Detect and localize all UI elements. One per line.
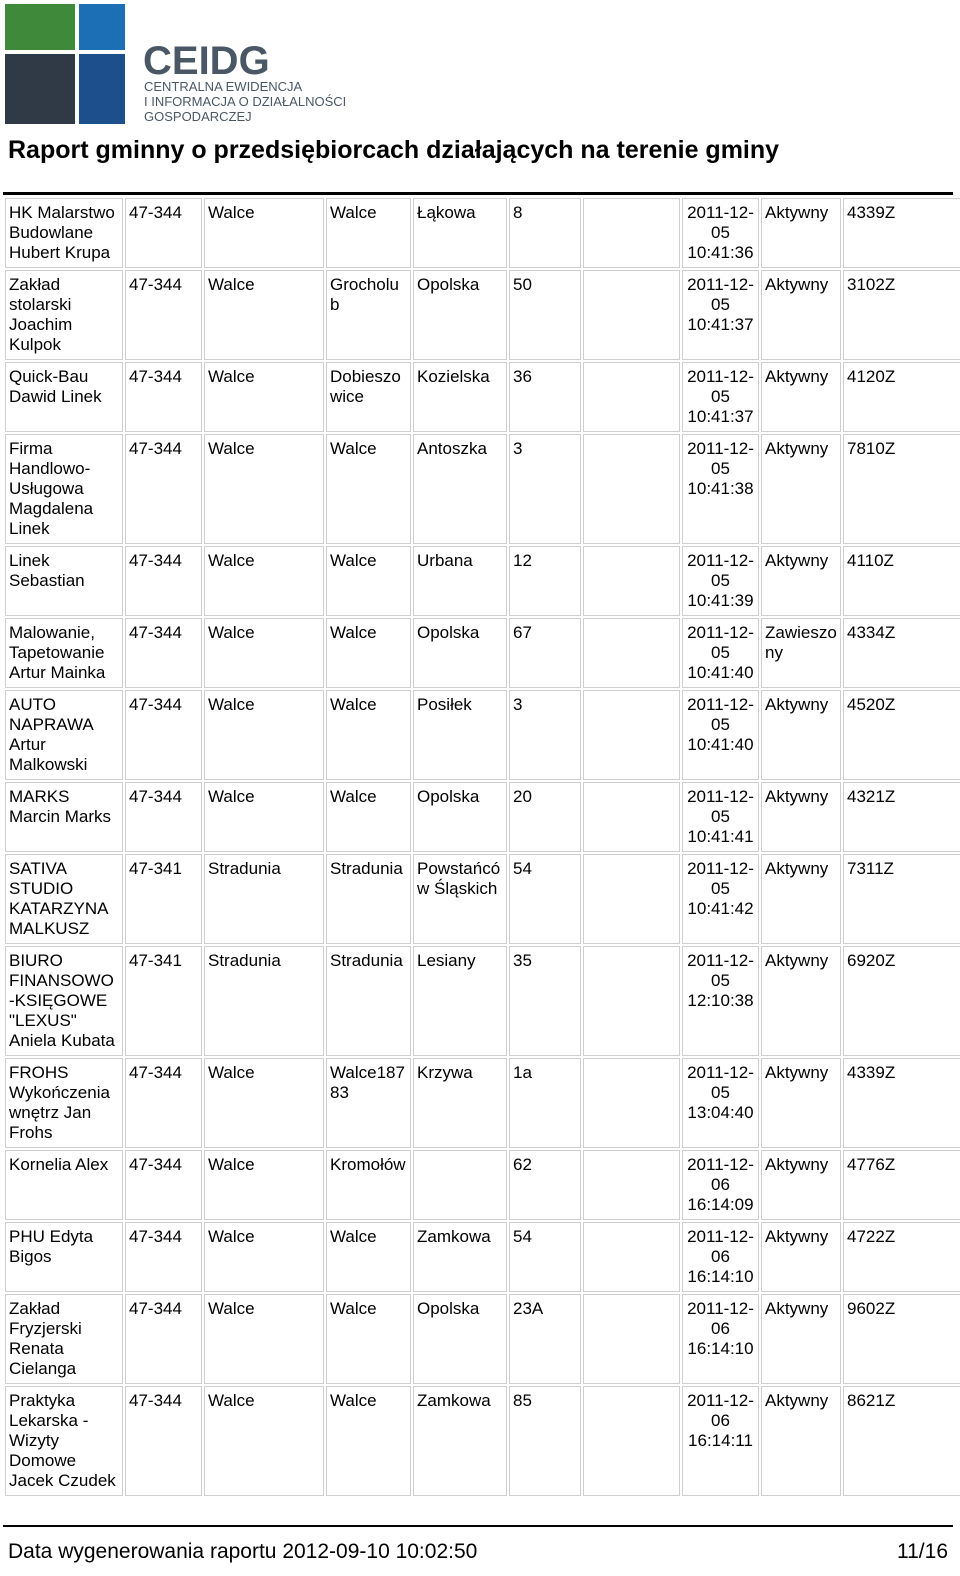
cell-street: Łąkowa: [413, 198, 507, 268]
cell-date: 2011-12-05 10:41:38: [682, 434, 759, 544]
brand-name: CEIDG: [143, 39, 270, 83]
cell-nr: 54: [509, 854, 581, 944]
table-row: [5, 946, 960, 1056]
cell-nr: 3: [509, 434, 581, 544]
cell-name: Kornelia Alex: [5, 1150, 123, 1220]
cell-loc: Walce18783: [326, 1058, 411, 1148]
cell-nr: 12: [509, 546, 581, 616]
cell-blank: [583, 546, 680, 616]
cell-zip: 47-344: [125, 1058, 202, 1148]
cell-name: BIURO FINANSOWO-KSIĘGOWE "LEXUS" Aniela Kubata: [5, 946, 123, 1056]
cell-status: Aktywny: [761, 198, 841, 268]
cell-name: Firma Handlowo-Usługowa Magdalena Linek: [5, 434, 123, 544]
cell-nr: 35: [509, 946, 581, 1056]
cell-date: 2011-12-05 10:41:37: [682, 362, 759, 432]
table-row: [5, 1386, 960, 1496]
cell-street: Powstańców Śląskich: [413, 854, 507, 944]
table-row: [5, 1150, 960, 1220]
cell-loc: Walce: [326, 782, 411, 852]
cell-zip: 47-344: [125, 1150, 202, 1220]
cell-date: 2011-12-05 12:10:38: [682, 946, 759, 1056]
cell-street: [413, 1150, 507, 1220]
cell-date: 2011-12-06 16:14:10: [682, 1222, 759, 1292]
cell-status: Aktywny: [761, 690, 841, 780]
cell-zip: 47-344: [125, 270, 202, 360]
cell-gmina: Walce: [204, 546, 324, 616]
cell-pkd: 4339Z: [843, 1058, 960, 1148]
cell-loc: Stradunia: [326, 854, 411, 944]
cell-blank: [583, 1058, 680, 1148]
cell-gmina: Walce: [204, 434, 324, 544]
cell-nr: 67: [509, 618, 581, 688]
cell-loc: Walce: [326, 1294, 411, 1384]
cell-loc: Walce: [326, 690, 411, 780]
cell-zip: 47-344: [125, 1222, 202, 1292]
cell-date: 2011-12-05 13:04:40: [682, 1058, 759, 1148]
cell-pkd: 4776Z: [843, 1150, 960, 1220]
cell-zip: 47-344: [125, 546, 202, 616]
cell-name: AUTO NAPRAWA Artur Malkowski: [5, 690, 123, 780]
cell-loc: Grocholub: [326, 270, 411, 360]
cell-loc: Walce: [326, 198, 411, 268]
generated-date: Data wygenerowania raportu 2012-09-10 10:02:50: [8, 1540, 478, 1563]
cell-zip: 47-344: [125, 198, 202, 268]
cell-street: Opolska: [413, 1294, 507, 1384]
cell-blank: [583, 1222, 680, 1292]
cell-gmina: Walce: [204, 1294, 324, 1384]
cell-pkd: 4334Z: [843, 618, 960, 688]
cell-status: Zawieszony: [761, 618, 841, 688]
cell-gmina: Walce: [204, 1058, 324, 1148]
cell-blank: [583, 434, 680, 544]
cell-status: Aktywny: [761, 270, 841, 360]
cell-pkd: 4321Z: [843, 782, 960, 852]
cell-blank: [583, 946, 680, 1056]
cell-gmina: Walce: [204, 270, 324, 360]
cell-pkd: 4339Z: [843, 198, 960, 268]
cell-date: 2011-12-05 10:41:36: [682, 198, 759, 268]
cell-loc: Walce: [326, 1386, 411, 1496]
cell-gmina: Walce: [204, 618, 324, 688]
cell-blank: [583, 782, 680, 852]
cell-loc: Kromołów: [326, 1150, 411, 1220]
cell-zip: 47-344: [125, 1386, 202, 1496]
cell-street: Krzywa: [413, 1058, 507, 1148]
cell-loc: Walce: [326, 546, 411, 616]
brand-sub-1: CENTRALNA EWIDENCJA: [144, 79, 303, 94]
cell-nr: 50: [509, 270, 581, 360]
table-row: [5, 1058, 960, 1148]
cell-name: MARKS Marcin Marks: [5, 782, 123, 852]
cell-status: Aktywny: [761, 1058, 841, 1148]
cell-street: Lesiany: [413, 946, 507, 1056]
cell-loc: Walce: [326, 434, 411, 544]
cell-nr: 23A: [509, 1294, 581, 1384]
cell-street: Opolska: [413, 782, 507, 852]
cell-blank: [583, 270, 680, 360]
cell-gmina: Walce: [204, 690, 324, 780]
cell-nr: 36: [509, 362, 581, 432]
cell-gmina: Walce: [204, 782, 324, 852]
cell-zip: 47-344: [125, 618, 202, 688]
top-divider: [3, 192, 953, 195]
cell-loc: Walce: [326, 1222, 411, 1292]
cell-name: Linek Sebastian: [5, 546, 123, 616]
ceidg-logo: [5, 4, 375, 126]
bottom-divider: [3, 1525, 953, 1527]
cell-name: SATIVA STUDIO KATARZYNA MALKUSZ: [5, 854, 123, 944]
table-row: [5, 270, 960, 360]
cell-blank: [583, 690, 680, 780]
cell-zip: 47-344: [125, 362, 202, 432]
cell-name: Praktyka Lekarska - Wizyty Domowe Jacek Czudek: [5, 1386, 123, 1496]
table-row: [5, 690, 960, 780]
cell-nr: 8: [509, 198, 581, 268]
cell-gmina: Walce: [204, 1222, 324, 1292]
cell-status: Aktywny: [761, 1222, 841, 1292]
cell-status: Aktywny: [761, 362, 841, 432]
table-row: [5, 618, 960, 688]
cell-name: Zakład stolarski Joachim Kulpok: [5, 270, 123, 360]
cell-gmina: Walce: [204, 1386, 324, 1496]
cell-loc: Stradunia: [326, 946, 411, 1056]
cell-street: Kozielska: [413, 362, 507, 432]
cell-date: 2011-12-05 10:41:40: [682, 618, 759, 688]
cell-pkd: 9602Z: [843, 1294, 960, 1384]
brand-sub-2: I INFORMACJA O DZIAŁALNOŚCI: [144, 94, 347, 109]
table-row: [5, 434, 960, 544]
cell-nr: 54: [509, 1222, 581, 1292]
cell-zip: 47-341: [125, 854, 202, 944]
cell-street: Urbana: [413, 546, 507, 616]
cell-status: Aktywny: [761, 1150, 841, 1220]
cell-pkd: 7810Z: [843, 434, 960, 544]
cell-date: 2011-12-06 16:14:10: [682, 1294, 759, 1384]
cell-date: 2011-12-05 10:41:40: [682, 690, 759, 780]
cell-date: 2011-12-05 10:41:41: [682, 782, 759, 852]
cell-status: Aktywny: [761, 854, 841, 944]
cell-blank: [583, 618, 680, 688]
cell-zip: 47-344: [125, 434, 202, 544]
cell-pkd: 6920Z: [843, 946, 960, 1056]
cell-nr: 20: [509, 782, 581, 852]
cell-date: 2011-12-06 16:14:11: [682, 1386, 759, 1496]
business-table: [3, 196, 960, 1498]
cell-blank: [583, 1150, 680, 1220]
cell-pkd: 3102Z: [843, 270, 960, 360]
cell-gmina: Walce: [204, 1150, 324, 1220]
cell-pkd: 4110Z: [843, 546, 960, 616]
cell-street: Opolska: [413, 270, 507, 360]
cell-pkd: 4722Z: [843, 1222, 960, 1292]
cell-nr: 62: [509, 1150, 581, 1220]
cell-status: Aktywny: [761, 1386, 841, 1496]
cell-name: PHU Edyta Bigos: [5, 1222, 123, 1292]
brand-sub-3: GOSPODARCZEJ: [144, 109, 252, 124]
cell-gmina: Walce: [204, 198, 324, 268]
cell-name: HK Malarstwo Budowlane Hubert Krupa: [5, 198, 123, 268]
cell-date: 2011-12-05 10:41:39: [682, 546, 759, 616]
cell-zip: 47-341: [125, 946, 202, 1056]
cell-zip: 47-344: [125, 782, 202, 852]
cell-street: Posiłek: [413, 690, 507, 780]
table-row: [5, 1294, 960, 1384]
cell-street: Zamkowa: [413, 1222, 507, 1292]
cell-name: FROHS Wykończenia wnętrz Jan Frohs: [5, 1058, 123, 1148]
cell-blank: [583, 1294, 680, 1384]
cell-gmina: Walce: [204, 362, 324, 432]
cell-status: Aktywny: [761, 782, 841, 852]
table-row: [5, 546, 960, 616]
cell-street: Opolska: [413, 618, 507, 688]
table-row: [5, 854, 960, 944]
cell-pkd: 4520Z: [843, 690, 960, 780]
cell-date: 2011-12-06 16:14:09: [682, 1150, 759, 1220]
cell-blank: [583, 362, 680, 432]
cell-gmina: Stradunia: [204, 854, 324, 944]
cell-street: Zamkowa: [413, 1386, 507, 1496]
page-number: 11/16: [897, 1540, 948, 1563]
cell-pkd: 7311Z: [843, 854, 960, 944]
cell-nr: 85: [509, 1386, 581, 1496]
table-row: [5, 198, 960, 268]
cell-name: Zakład Fryzjerski Renata Cielanga: [5, 1294, 123, 1384]
cell-pkd: 4120Z: [843, 362, 960, 432]
cell-status: Aktywny: [761, 946, 841, 1056]
cell-zip: 47-344: [125, 690, 202, 780]
cell-pkd: 8621Z: [843, 1386, 960, 1496]
table-row: [5, 1222, 960, 1292]
cell-date: 2011-12-05 10:41:37: [682, 270, 759, 360]
cell-gmina: Stradunia: [204, 946, 324, 1056]
cell-nr: 1a: [509, 1058, 581, 1148]
cell-loc: Dobieszowice: [326, 362, 411, 432]
cell-zip: 47-344: [125, 1294, 202, 1384]
report-title: Raport gminny o przedsiębiorcach działających na terenie gminy: [8, 136, 780, 164]
table-row: [5, 782, 960, 852]
cell-date: 2011-12-05 10:41:42: [682, 854, 759, 944]
cell-status: Aktywny: [761, 1294, 841, 1384]
table-row: [5, 362, 960, 432]
cell-blank: [583, 198, 680, 268]
cell-street: Antoszka: [413, 434, 507, 544]
cell-status: Aktywny: [761, 434, 841, 544]
cell-blank: [583, 854, 680, 944]
cell-blank: [583, 1386, 680, 1496]
cell-loc: Walce: [326, 618, 411, 688]
cell-name: Malowanie, Tapetowanie Artur Mainka: [5, 618, 123, 688]
cell-nr: 3: [509, 690, 581, 780]
cell-status: Aktywny: [761, 546, 841, 616]
cell-name: Quick-Bau Dawid Linek: [5, 362, 123, 432]
